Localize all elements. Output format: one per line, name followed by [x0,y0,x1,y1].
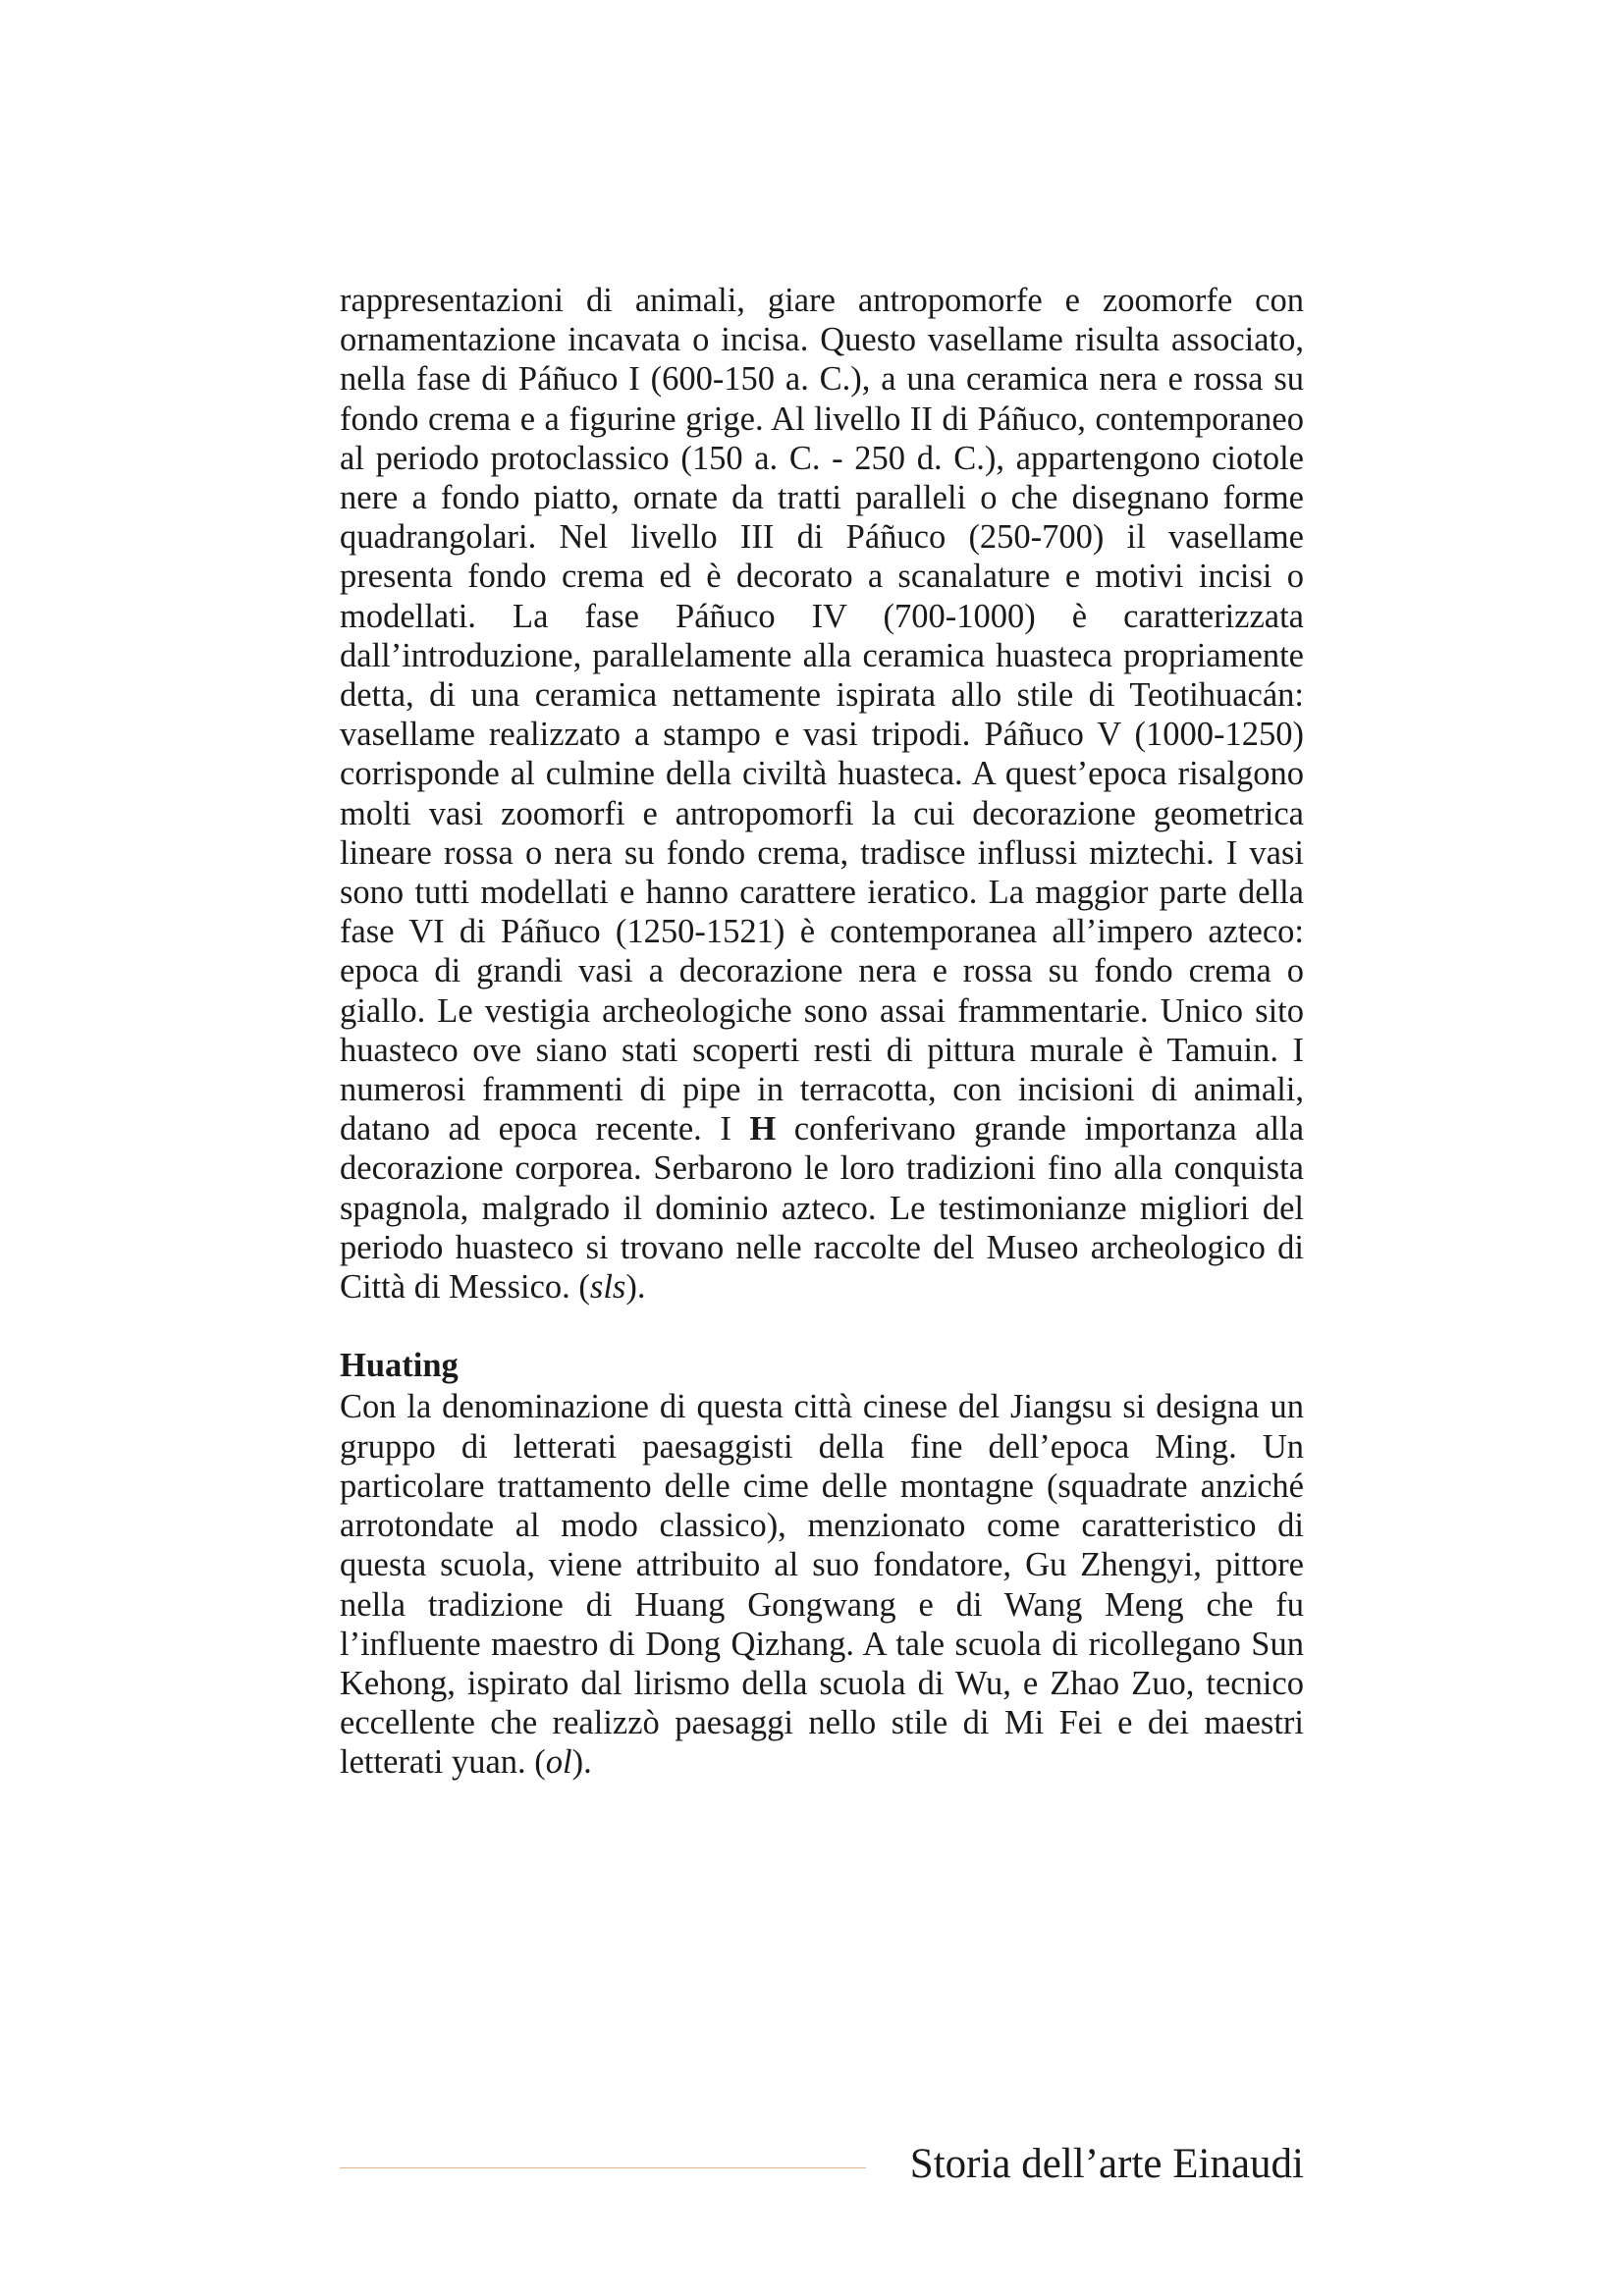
abbreviation-bold: H [749,1110,777,1148]
paragraph-text: ). [571,1743,592,1782]
page-footer [340,2140,1304,2189]
author-initials: ol [545,1743,572,1782]
paragraph-text: Con la denominazione di questa città cinese del Jiangsu si designa un gruppo di letterati paesaggisti della fine dell’epoca Ming. Un particolare trattamento delle cime delle montagne (squadrate anziché arrotondate al modo classico), menzionato come caratteristico di questa scuola, viene attribuito al suo fondatore, Gu Zhengyi, pittore nella tradizione di Huang Gongwang e di Wang Meng che fu l’influente maestro di Dong Qizhang. A tale scuola di ricollegano Sun Kehong, ispirato dal lirismo della scuola di Wu, e Zhao Zuo, tecnico eccellente che realizzò paesaggi nello stile di Mi Fei e dei maestri letterati yuan. ( [340,1388,1304,1782]
footer-title: Storia dell’arte Einaudi [909,2141,1304,2187]
page-body [340,281,1304,1783]
footer-rule [340,2167,866,2168]
author-initials: sls [589,1268,626,1307]
paragraph-text: conferivano grande importanza alla decorazione corporea. Serbarono le loro tradizioni fino alla conquista spagnola, malgrado il dominio azteco. Le testimonianze migliori del periodo huasteco si trovano nelle raccolte del Museo archeologico di Città di Messico. ( [340,1110,1305,1307]
entry-title: Huating [340,1347,459,1385]
paragraph-huating [340,1387,1304,1782]
paragraph-huasteca [340,281,1304,1307]
paragraph-text: rappresentazioni di animali, giare antropomorfe e zoomorfe con ornamentazione incavata o incisa. Questo vasellame risulta associato, nella fase di Páñuco I (600-150 a. C.), a una ceramica nera e rossa su fondo crema e a figurine grige. Al livello II di Páñuco, contemporaneo al periodo protoclassico (150 a. C. - 250 d. C.), appartengono ciotole nere a fondo piatto, ornate da tratti paralleli o che disegnano forme quadrangolari. Nel livello III di Páñuco (250-700) il vasellame presenta fondo crema ed è decorato a scanalature e motivi incisi o modellati. La fase Páñuco IV (700-1000) è caratterizzata dall’introduzione, parallelamente alla ceramica huasteca propriamente detta, di una ceramica nettamente ispirata allo stile di Teotihuacán: vasellame realizzato a stampo e vasi tripodi. Páñuco V (1000-1250) corrisponde al culmine della civiltà huasteca. A quest’epoca risalgono molti vasi zoomorfi e antropomorfi la cui decorazione geometrica lineare rossa o nera su fondo crema, tradisce influssi miztechi. I vasi sono tutti modellati e hanno carattere ieratico. La maggior parte della fase VI di Páñuco (1250-1521) è contemporanea all’impero azteco: epoca di grandi vasi a decorazione nera e rossa su fondo crema o giallo. Le vestigia archeologiche sono assai frammentarie. Unico sito huasteco ove siano stati scoperti resti di pittura murale è Tamuin. I numerosi frammenti di pipe in terracotta, con incisioni di animali, datano ad epoca recente. I [340,282,1304,1148]
paragraph-text: ). [625,1268,646,1307]
